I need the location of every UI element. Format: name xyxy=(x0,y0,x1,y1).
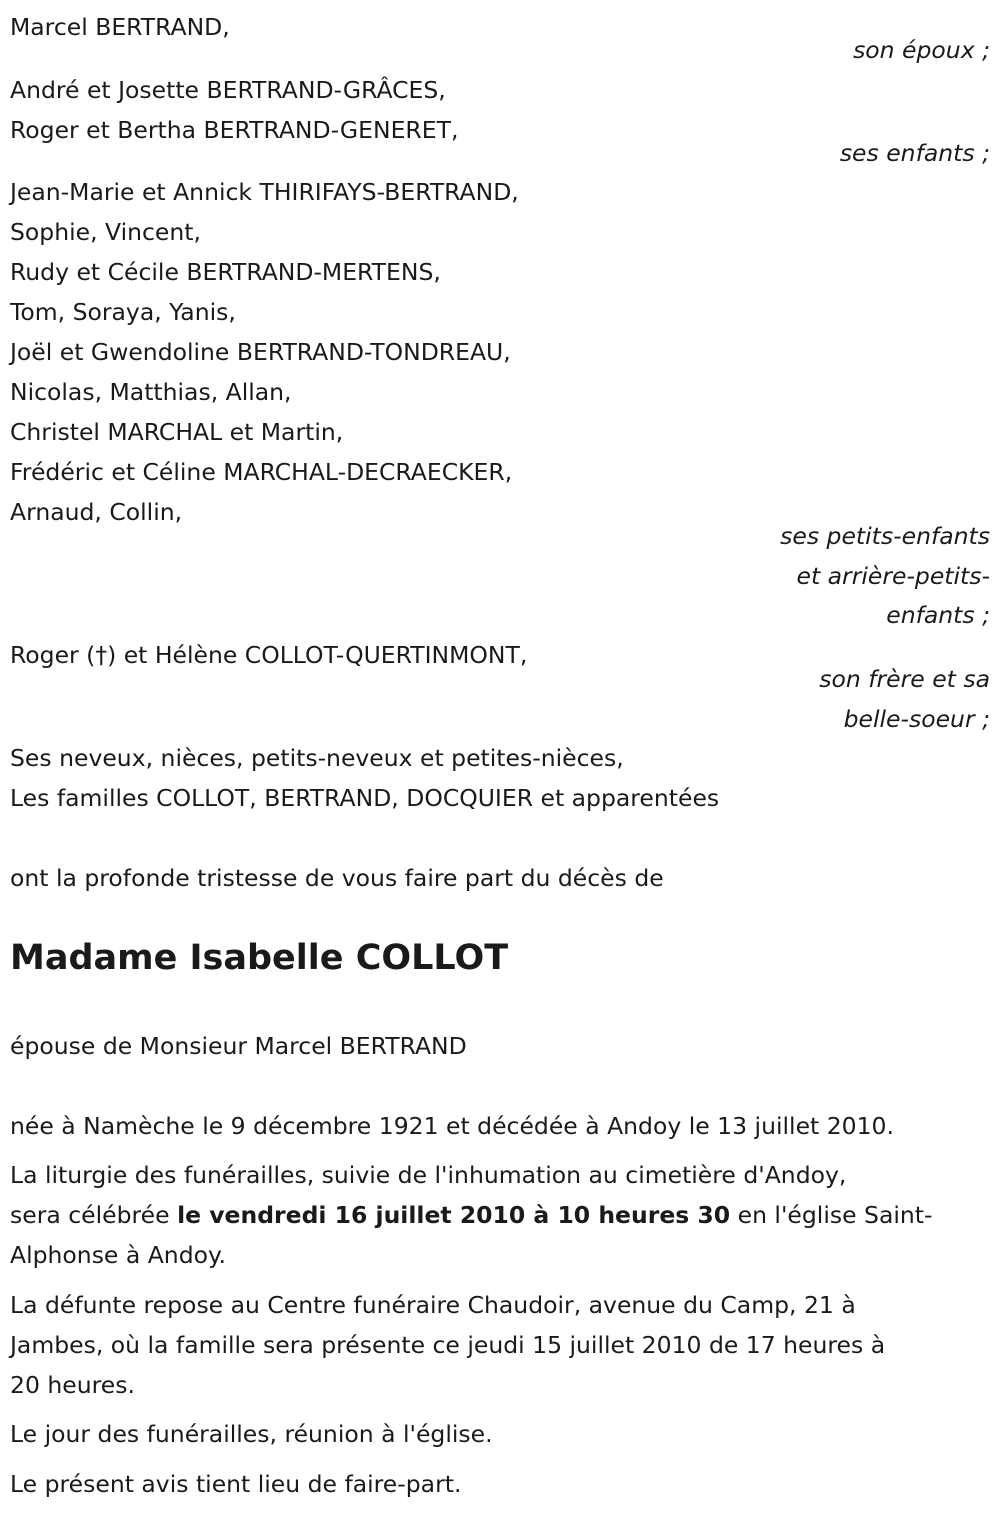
deceased-name: Madame Isabelle COLLOT xyxy=(10,938,509,978)
grandchild-line: Sophie, Vincent, xyxy=(10,218,201,246)
funeral-pre: sera célébrée xyxy=(10,1201,178,1229)
grandchild-line: Nicolas, Matthias, Allan, xyxy=(10,378,292,406)
funeral-date: le vendredi 16 juillet 2010 à 10 heures 30 xyxy=(177,1201,731,1229)
grandchildren-role: et arrière-petits- xyxy=(796,562,990,590)
children-role: ses enfants ; xyxy=(839,139,990,167)
birth-death: née à Namèche le 9 décembre 1921 et décédée à Andoy le 13 juillet 2010. xyxy=(10,1112,894,1140)
spouse-role: son époux ; xyxy=(853,36,990,64)
grandchild-line: Joël et Gwendoline BERTRAND-TONDREAU, xyxy=(10,338,511,366)
sibling-role: son frère et sa xyxy=(819,665,990,693)
visitation-line: 20 heures. xyxy=(10,1371,135,1399)
grandchild-line: Christel MARCHAL et Martin, xyxy=(10,418,344,446)
notice: Le présent avis tient lieu de faire-part. xyxy=(10,1470,462,1498)
funeral-line: La liturgie des funérailles, suivie de l'inhumation au cimetière d'Andoy, xyxy=(10,1161,847,1189)
visitation-line: Jambes, où la famille sera présente ce jeudi 15 juillet 2010 de 17 heures à xyxy=(10,1331,886,1359)
grandchild-line: Tom, Soraya, Yanis, xyxy=(10,298,236,326)
funeral-line: Alphonse à Andoy. xyxy=(10,1241,227,1269)
announcement: ont la profonde tristesse de vous faire part du décès de xyxy=(10,864,664,892)
grandchild-line: Rudy et Cécile BERTRAND-MERTENS, xyxy=(10,258,441,286)
spouse-name: Marcel BERTRAND, xyxy=(10,13,230,41)
sibling-line: Roger (†) et Hélène COLLOT-QUERTINMONT, xyxy=(10,641,528,669)
funeral-line xyxy=(10,1200,932,1230)
funeral-post: en l'église Saint- xyxy=(730,1201,933,1229)
visitation-line: La défunte repose au Centre funéraire Chaudoir, avenue du Camp, 21 à xyxy=(10,1291,856,1319)
child-line: André et Josette BERTRAND-GRÂCES, xyxy=(10,76,446,104)
sibling-role: belle-soeur ; xyxy=(843,705,990,733)
grandchild-line: Frédéric et Céline MARCHAL-DECRAECKER, xyxy=(10,458,513,486)
grandchildren-role: ses petits-enfants xyxy=(780,522,990,550)
others-line: Ses neveux, nièces, petits-neveux et petites-nièces, xyxy=(10,744,624,772)
grandchildren-role: enfants ; xyxy=(886,601,990,629)
meeting: Le jour des funérailles, réunion à l'église. xyxy=(10,1420,493,1448)
others-line: Les familles COLLOT, BERTRAND, DOCQUIER et apparentées xyxy=(10,784,720,812)
child-line: Roger et Bertha BERTRAND-GENERET, xyxy=(10,116,459,144)
grandchild-line: Arnaud, Collin, xyxy=(10,498,183,526)
spouse-of: épouse de Monsieur Marcel BERTRAND xyxy=(10,1032,467,1060)
grandchild-line: Jean-Marie et Annick THIRIFAYS-BERTRAND, xyxy=(10,178,519,206)
